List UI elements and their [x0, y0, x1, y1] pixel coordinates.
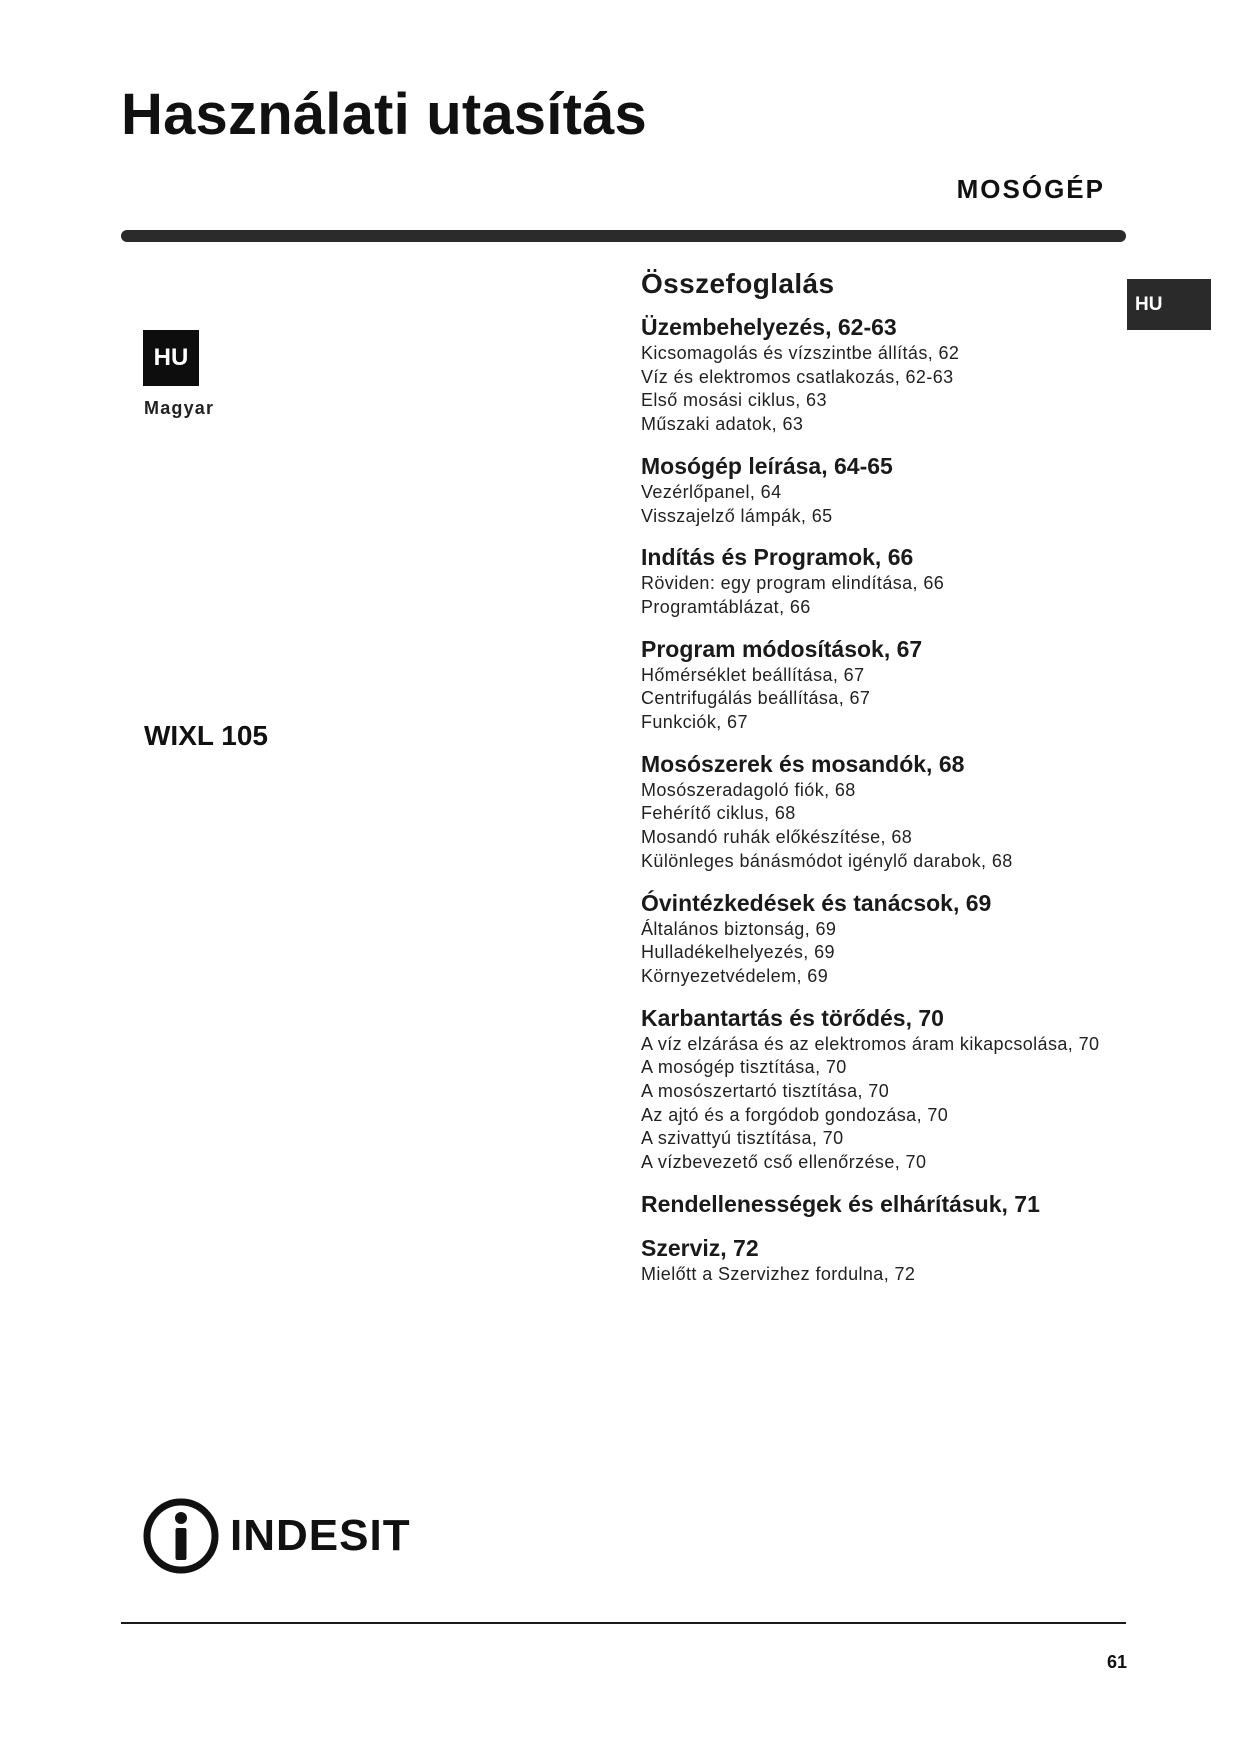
toc-section-heading: Szerviz, 72	[641, 1234, 759, 1261]
brand-wordmark: INDESIT	[230, 1511, 411, 1560]
toc-section	[641, 451, 1111, 528]
language-badge: HU	[143, 330, 199, 386]
toc-section-heading: Indítás és Programok, 66	[641, 544, 914, 571]
toc-item: Az ajtó és a forgódob gondozása, 70	[641, 1104, 949, 1125]
product-type-label: MOSÓGÉP	[956, 174, 1105, 204]
toc-item-list	[641, 1263, 1111, 1287]
toc-item: A szivattyú tisztítása, 70	[641, 1128, 844, 1149]
toc-item: Mosószeradagoló fiók, 68	[641, 779, 856, 800]
toc-section	[641, 888, 1111, 989]
toc-item: Általános biztonság, 69	[641, 918, 837, 939]
toc-section	[641, 1189, 1111, 1219]
toc-item-list	[641, 779, 1111, 874]
toc-item: Programtáblázat, 66	[641, 596, 811, 617]
language-name: Magyar	[144, 398, 215, 418]
toc-item: A mosógép tisztítása, 70	[641, 1057, 847, 1078]
toc-item: Víz és elektromos csatlakozás, 62-63	[641, 366, 954, 387]
toc-item: Mosandó ruhák előkészítése, 68	[641, 827, 913, 848]
toc-item: A mosószertartó tisztítása, 70	[641, 1081, 890, 1102]
toc-section-heading: Óvintézkedések és tanácsok, 69	[641, 889, 992, 916]
toc-section-heading: Karbantartás és törődés, 70	[641, 1004, 944, 1031]
toc-item-list	[641, 664, 1111, 735]
toc-item: Kicsomagolás és vízszintbe állítás, 62	[641, 343, 960, 363]
toc-section	[641, 312, 1111, 437]
toc-item: A víz elzárása és az elektromos áram kikapcsolása, 70	[641, 1033, 1100, 1054]
header-divider-bar	[121, 230, 1126, 242]
toc-item: Hulladékelhelyezés, 69	[641, 942, 835, 963]
toc-item: Vezérlőpanel, 64	[641, 481, 782, 502]
language-side-tab: HU	[1127, 279, 1211, 330]
page-number: 61	[1106, 1652, 1127, 1672]
toc-item: Különleges bánásmódot igénylő darabok, 68	[641, 850, 1013, 871]
toc-item: Hőmérséklet beállítása, 67	[641, 664, 865, 685]
toc-item: Visszajelző lámpák, 65	[641, 505, 833, 526]
toc-section	[641, 1003, 1111, 1175]
toc-item: A vízbevezető cső ellenőrzése, 70	[641, 1152, 927, 1173]
document-title: Használati utasítás	[121, 82, 647, 147]
toc-item-list	[641, 572, 1111, 619]
footer-divider	[121, 1622, 1126, 1624]
toc-section	[641, 634, 1111, 735]
toc-item: Mielőtt a Szervizhez fordulna, 72	[641, 1263, 916, 1284]
toc-section-heading: Üzembehelyezés, 62-63	[641, 314, 897, 340]
toc-item: Röviden: egy program elindítása, 66	[641, 573, 945, 594]
toc-section-heading: Mosószerek és mosandók, 68	[641, 750, 965, 777]
toc-sections	[641, 312, 1111, 1287]
toc-item: Műszaki adatok, 63	[641, 414, 804, 435]
toc-item: Első mosási ciklus, 63	[641, 390, 827, 411]
toc-section	[641, 1233, 1111, 1287]
toc-section-heading: Rendellenességek és elhárításuk, 71	[641, 1190, 1040, 1217]
toc-item-list	[641, 481, 1111, 528]
toc-item: Centrifugálás beállítása, 67	[641, 688, 871, 709]
toc-title: Összefoglalás	[641, 268, 835, 299]
toc-item-list	[641, 1033, 1111, 1175]
toc-section-heading: Mosógép leírása, 64-65	[641, 452, 893, 479]
toc-section-heading: Program módosítások, 67	[641, 635, 923, 662]
toc-section	[641, 749, 1111, 874]
toc-item: Fehérítő ciklus, 68	[641, 803, 796, 824]
indesit-circle-i-icon	[142, 1497, 220, 1575]
model-name: WIXL 105	[144, 720, 268, 751]
table-of-contents	[641, 266, 1111, 1301]
toc-item: Funkciók, 67	[641, 712, 748, 733]
toc-item-list	[641, 342, 1111, 437]
toc-item: Környezetvédelem, 69	[641, 965, 829, 986]
toc-section	[641, 542, 1111, 619]
brand-logo	[142, 1497, 411, 1575]
toc-item-list	[641, 918, 1111, 989]
